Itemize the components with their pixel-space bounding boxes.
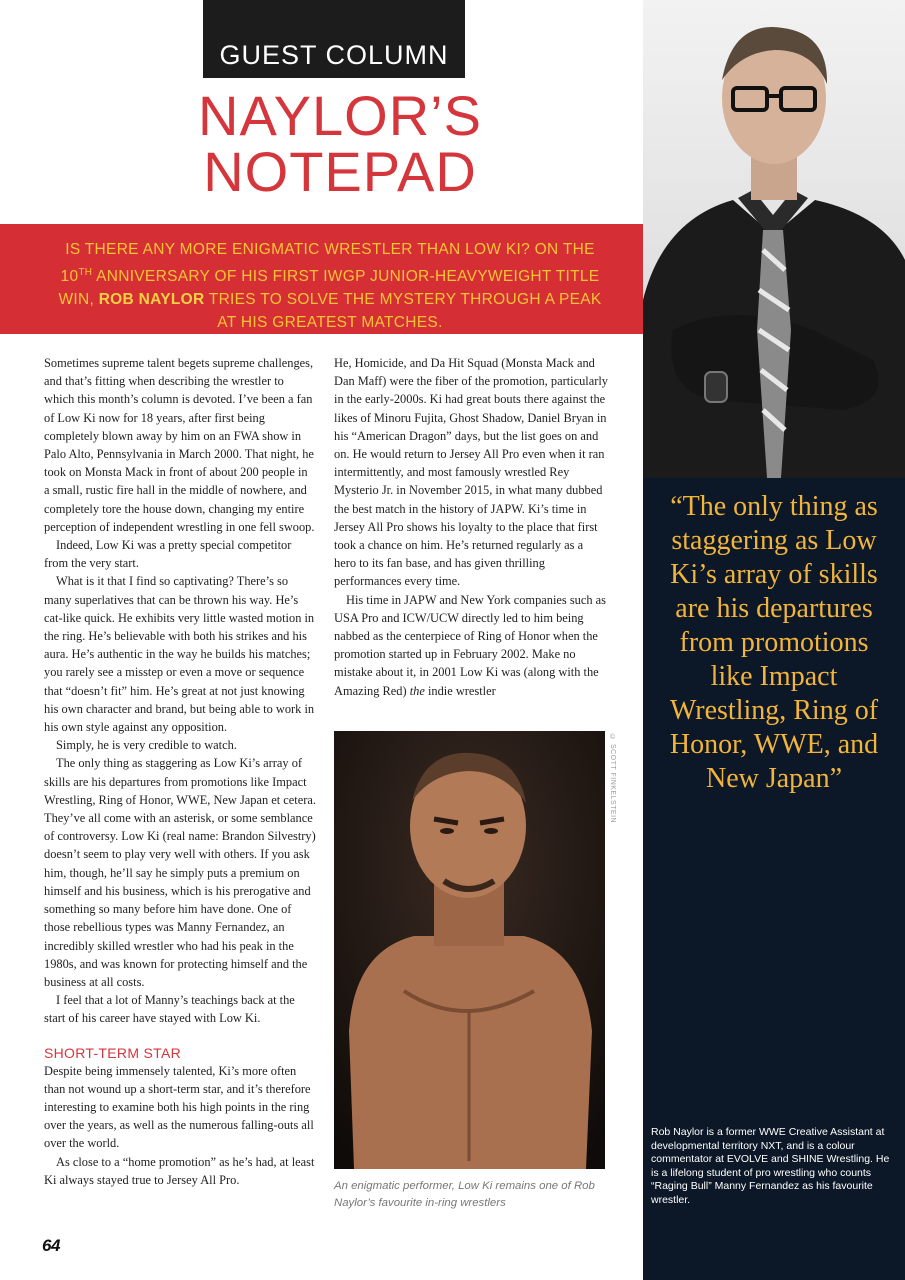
standfirst-line-2a: 10 [60, 268, 79, 286]
body-column-1 [44, 354, 316, 1189]
paragraph [334, 591, 608, 700]
author-portrait-photo [643, 0, 905, 478]
paragraph: What is it that I find so captivating? There’s so many superlatives that can be thrown his way. He’s cat-like quick. He exhibits very little wasted motion in the ring. He’s believable with both his strikes and his aura. He’s authentic in the way he builds his matches; you rarely see a misstep or even a move or sequence that “doesn’t fit” him. He’s great at not just knowing his own character and brand, but being able to work in his own style against any opposition. [44, 574, 315, 735]
wrestler-photo-illustration [334, 731, 605, 1169]
body-column-2 [334, 354, 608, 700]
title-line-1: NAYLOR’S [198, 84, 482, 147]
photo-credit: © SCOTT FINKELSTEIN [609, 734, 616, 824]
pull-quote: “The only thing as staggering as Low Ki’s array of skills are his departures from promotions like Impact Wrestling, Ring of Honor, WWE, and New Japan” [669, 491, 879, 794]
standfirst-line-4: AT HIS GREATEST MATCHES. [217, 314, 443, 332]
subheading: SHORT-TERM STAR [44, 1044, 181, 1061]
standfirst-banner [0, 224, 643, 334]
title-line-2: NOTEPAD [203, 140, 477, 203]
standfirst-line-3a: WIN, [58, 291, 99, 309]
paragraph-text: indie wrestler [424, 683, 496, 698]
standfirst-line-1: IS THERE ANY MORE ENIGMATIC WRESTLER THAN LOW KI? ON THE [65, 241, 595, 258]
standfirst-text [40, 238, 620, 334]
section-tab [203, 0, 465, 78]
paragraph: I feel that a lot of Manny’s teachings back at the start of his career have stayed with Low Ki. [44, 993, 295, 1026]
page-title [160, 84, 520, 203]
emphasis-text: the [409, 683, 425, 698]
section-label: GUEST COLUMN [219, 40, 449, 70]
paragraph: The only thing as staggering as Low Ki’s array of skills are his departures from promotions like Impact Wrestling, Ring of Honor, WWE, New Japan et cetera. They’ve all come with an asterisk, or some semblance of controversy. Low Ki (real name: Brandon Silvestry) doesn’t seem to play very well with others. If you ask him, though, he’ll say he simply puts a premium on himself and his business, which is his prerogative and something so many before him have done. One of those rebellious types was Manny Fernandez, an incredibly skilled wrestler who had his peak in the 1980s, and was known for protecting himself and the business at all costs. [44, 756, 316, 989]
standfirst-line-2b: ANNIVERSARY OF HIS FIRST IWGP JUNIOR-HEAVYWEIGHT TITLE [92, 268, 600, 286]
author-portrait-illustration [643, 0, 905, 478]
paragraph: Despite being immensely talented, Ki’s more often than not wound up a short-term star, and it’s therefore interesting to examine both his high points in the ring over the years, as well as the numerous falling-outs all over the world. [44, 1063, 314, 1151]
paragraph: Indeed, Low Ki was a pretty special competitor from the very start. [44, 538, 292, 571]
paragraph: As close to a “home promotion” as he’s had, at least Ki always stayed true to Jersey All Pro. [44, 1154, 315, 1187]
paragraph: He, Homicide, and Da Hit Squad (Monsta Mack and Dan Maff) were the fiber of the promotion, particularly in the early-2000s. Ki had great bouts there against the likes of Minoru Fujita, Ghost Shadow, Daniel Bryan in his “American Dragon” days, but the list goes on and on. He would return to Jersey All Pro even when it ran intermittently, and most famously wrestled Rey Mysterio Jr. in November 2015, in what many dubbed the best match in the history of JAPW. Ki’s time in Jersey All Pro shows his loyalty to the place that first took a chance on him. He’s returned regularly as a hero to its fan base, and has given thrilling performances every time. [334, 356, 608, 589]
photo-caption: An enigmatic performer, Low Ki remains one of Rob Naylor’s favourite in-ring wrestlers [334, 1180, 595, 1209]
author-name: ROB NAYLOR [98, 291, 205, 309]
wrestler-photo [334, 731, 605, 1169]
paragraph: Simply, he is very credible to watch. [56, 738, 237, 753]
author-bio: Rob Naylor is a former WWE Creative Assistant at developmental territory NXT, and is a colour commentator at EVOLVE and SHINE Wrestling. He is a lifelong student of pro wrestling who counts “Raging Bull” Manny Fernandez as his favourite wrestler. [651, 1126, 890, 1206]
paragraph-text: His time in JAPW and New York companies such as USA Pro and ICW/UCW directly led to him being nabbed as the centerpiece of Ring of Honor when the promotion started up in February 2002. Make no mistake about it, in 2001 Low Ki was (along with the Amazing Red) [334, 592, 606, 698]
standfirst-line-3b: TRIES TO SOLVE THE MYSTERY THROUGH A PEAK [204, 291, 602, 309]
paragraph: Sometimes supreme talent begets supreme challenges, and that’s fitting when describing the wrestler to which this month’s column is devoted. I’ve been a fan of Low Ki now for 18 years, after first being completely blown away by him on an FWA show in Palo Alto, Pennsylvania in March 2000. That night, he took on Monsta Mack in front of about 200 people in a small, rustic fire hall in the middle of nowhere, and completely tore the house down, changing my entire perception of independent wrestling in one fell swoop. [44, 356, 315, 534]
standfirst-superscript: TH [78, 267, 93, 278]
page-number: 64 [42, 1236, 60, 1255]
